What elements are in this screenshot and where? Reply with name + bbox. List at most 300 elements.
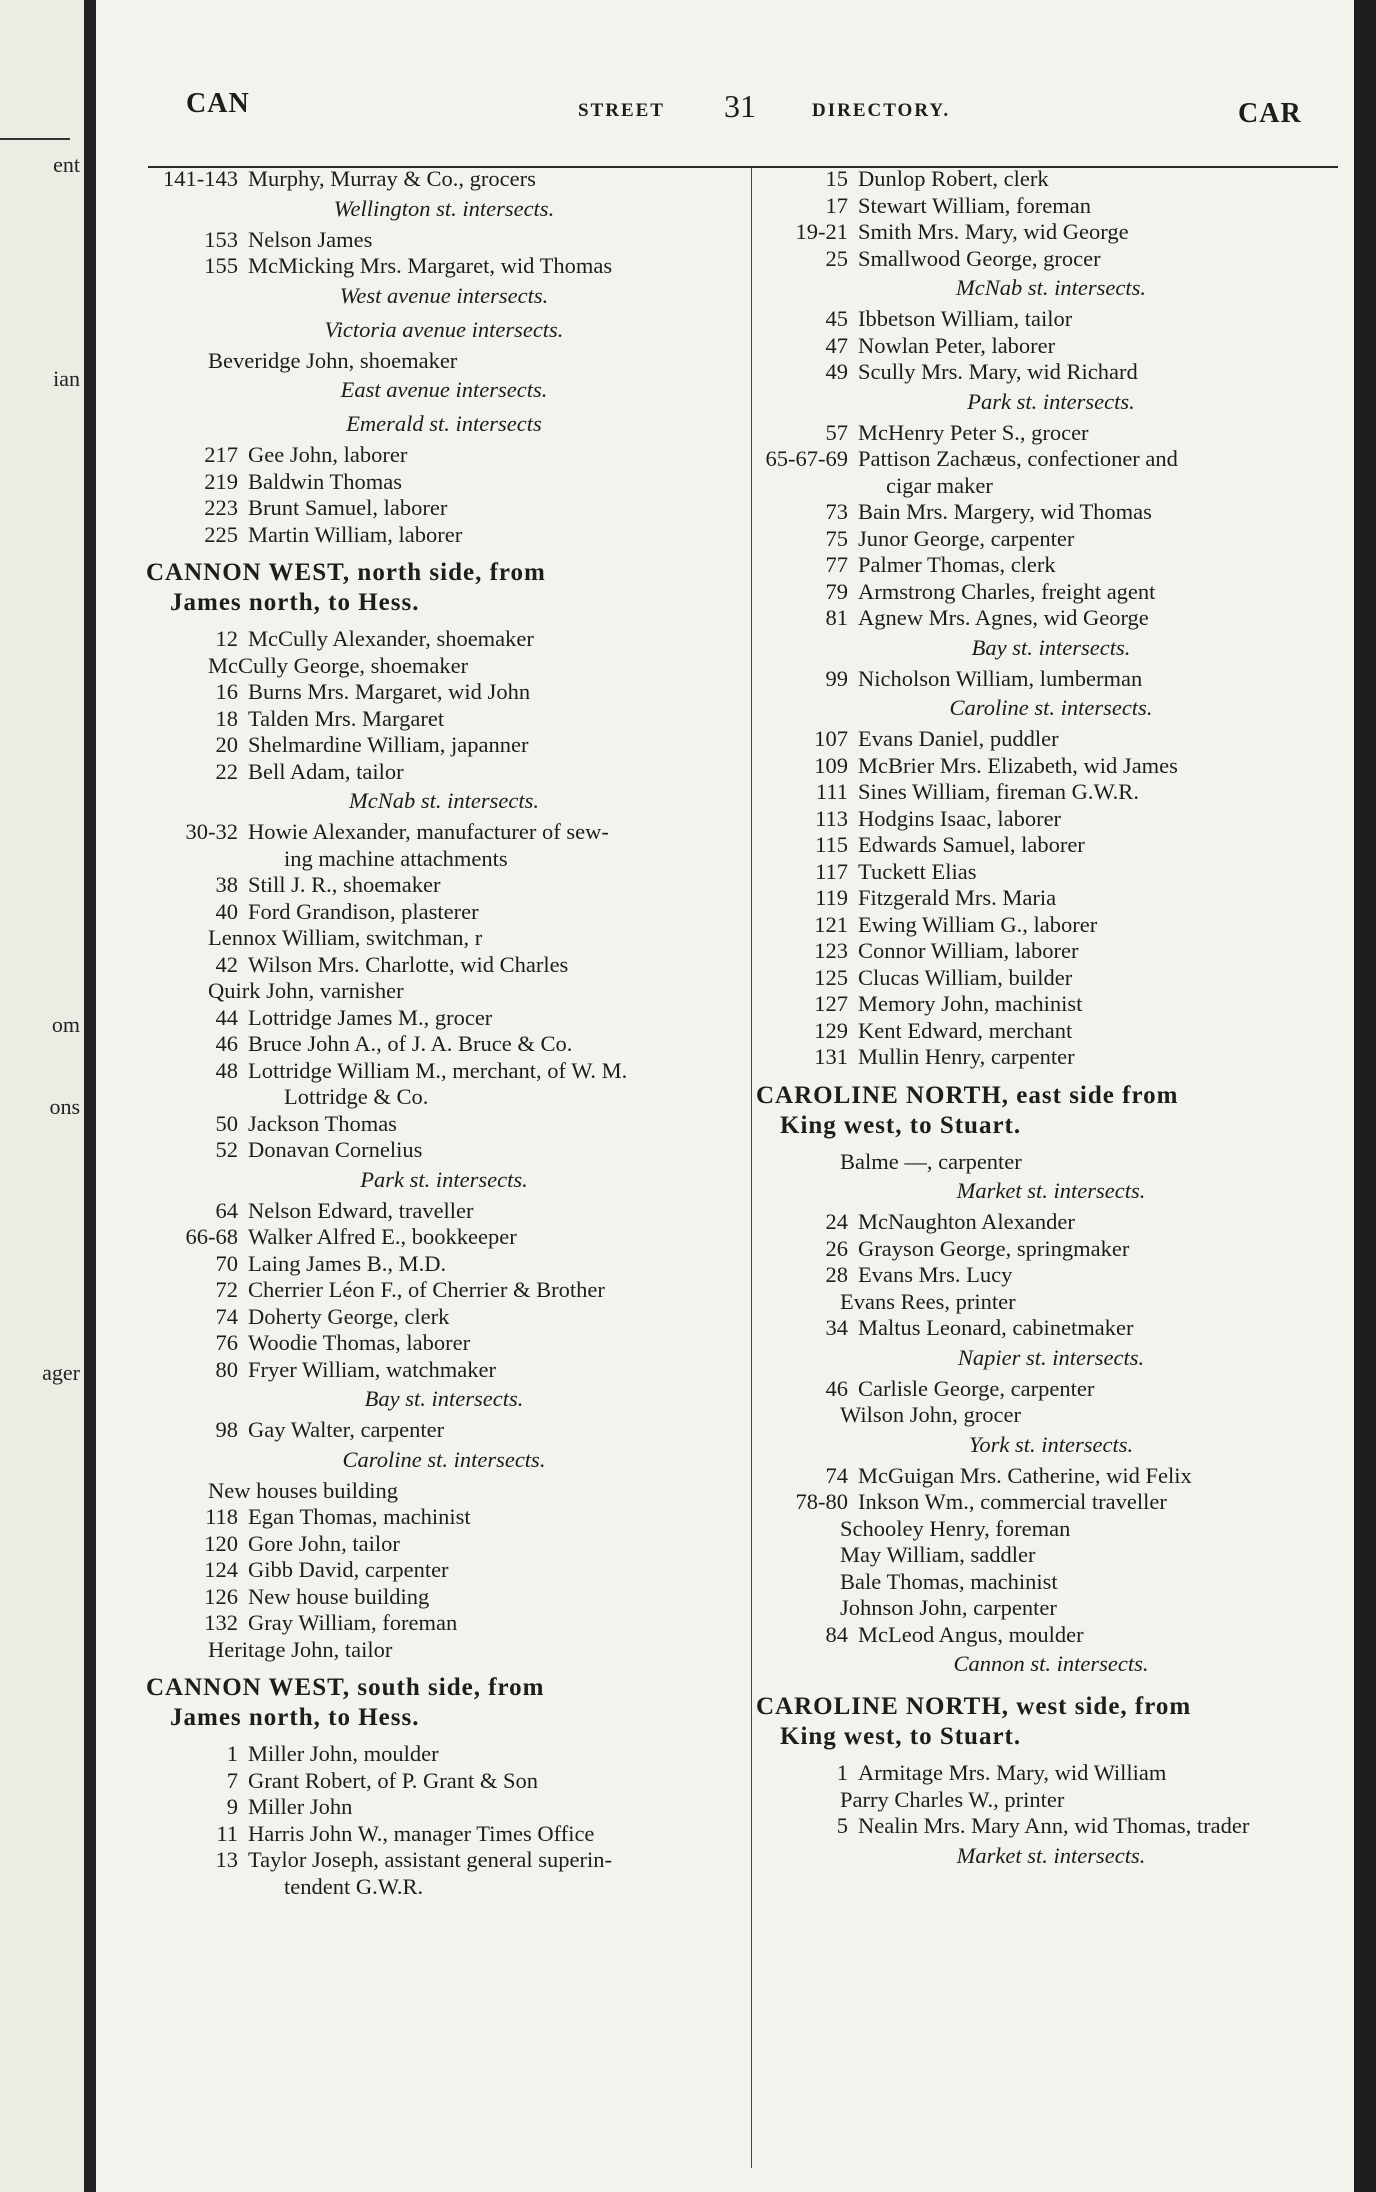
resident-text: ing machine attachments [284, 845, 508, 871]
directory-entry [756, 726, 1346, 753]
resident-text: Baldwin Thomas [248, 468, 402, 494]
house-number: 48 [215, 1057, 238, 1083]
house-number: 28 [825, 1262, 848, 1287]
resident-text: Lennox William, switchman, r [208, 925, 483, 950]
house-number: 44 [215, 1004, 238, 1030]
resident-text: Gay Walter, carpenter [248, 1417, 445, 1442]
previous-page-fragment: ent [53, 152, 80, 177]
house-number: 111 [815, 779, 848, 804]
resident-text: Martin William, laborer [248, 521, 463, 547]
directory-entry [146, 952, 742, 979]
resident-text: Balme —, carpenter [840, 1148, 1022, 1174]
left-column [146, 166, 742, 1900]
house-number: 153 [204, 226, 238, 252]
resident-text: Talden Mrs. Margaret [248, 705, 445, 731]
resident-text: McMicking Mrs. Margaret, wid Thomas [248, 253, 613, 278]
directory-entry [756, 1402, 1346, 1429]
house-number: 46 [215, 1031, 238, 1056]
resident-text: Kent Edward, merchant [858, 1017, 1073, 1043]
resident-text: Donavan Cornelius [248, 1137, 423, 1162]
house-number: 47 [825, 332, 848, 358]
header-directory-label: DIRECTORY. [812, 100, 951, 121]
right-column [756, 166, 1346, 1874]
house-number: 131 [814, 1044, 848, 1069]
house-number: 13 [215, 1847, 238, 1872]
street-heading-line: CANNON WEST, north side, from [146, 559, 546, 586]
directory-entry [756, 193, 1346, 220]
resident-text: Nelson Edward, traveller [248, 1197, 474, 1223]
previous-page-fragment: ager [42, 1360, 80, 1385]
directory-entry [756, 306, 1346, 333]
entry-continuation [146, 846, 742, 873]
directory-entry [146, 679, 742, 706]
entry-continuation [146, 1874, 742, 1901]
directory-entry [756, 1813, 1346, 1840]
resident-text: Bell Adam, tailor [248, 758, 404, 784]
cross-street-note: Bay st. intersects. [364, 1386, 524, 1411]
resident-text: Inkson Wm., commercial traveller [858, 1489, 1167, 1514]
directory-entry [146, 1847, 742, 1874]
directory-entry [756, 753, 1346, 780]
cross-street-note: West avenue intersects. [339, 282, 549, 308]
house-number: 127 [814, 991, 848, 1016]
directory-entry [146, 1304, 742, 1331]
page-edge [1354, 0, 1376, 2192]
house-number: 125 [814, 964, 848, 990]
directory-entry [756, 605, 1346, 632]
house-number: 38 [215, 872, 238, 897]
directory-entry [756, 1542, 1346, 1569]
house-number: 155 [204, 253, 238, 278]
resident-text: cigar maker [886, 472, 993, 498]
directory-entry [756, 446, 1346, 473]
resident-text: Bruce John A., of J. A. Bruce & Co. [248, 1031, 573, 1056]
resident-text: Still J. R., shoemaker [248, 872, 441, 897]
resident-text: Armitage Mrs. Mary, wid William [858, 1760, 1167, 1785]
house-number: 11 [216, 1820, 238, 1846]
directory-entry [146, 469, 742, 496]
resident-text: Evans Mrs. Lucy [858, 1262, 1013, 1287]
street-heading [756, 1682, 1346, 1760]
directory-entry [146, 1478, 742, 1505]
street-heading-line: CAROLINE NORTH, west side, from [756, 1693, 1192, 1720]
house-number: 121 [814, 911, 848, 937]
resident-text: Carlisle George, carpenter [858, 1375, 1095, 1401]
street-heading-line: James north, to Hess. [170, 589, 420, 616]
previous-page-fragment: om [51, 1012, 80, 1037]
directory-entry [146, 1637, 742, 1664]
street-heading-line: CANNON WEST, south side, from [146, 1674, 545, 1701]
house-number: 80 [215, 1356, 238, 1382]
house-number: 18 [215, 705, 238, 731]
resident-text: Brunt Samuel, laborer [248, 495, 448, 520]
cross-street-note: Caroline st. intersects. [949, 695, 1153, 720]
directory-entry [756, 552, 1346, 579]
directory-entry [146, 253, 742, 280]
resident-text: Connor William, laborer [858, 938, 1079, 963]
previous-page-rule [0, 138, 70, 140]
cross-street-note: Park st. intersects. [967, 388, 1135, 414]
directory-entry [146, 1794, 742, 1821]
house-number: 66-68 [185, 1224, 238, 1249]
house-number: 24 [825, 1209, 848, 1234]
resident-text: Gore John, tailor [248, 1530, 400, 1556]
directory-entry [756, 1315, 1346, 1342]
house-number: 1 [836, 1760, 848, 1785]
street-heading [146, 1663, 742, 1741]
directory-entry [146, 1224, 742, 1251]
cross-street-note: Wellington st. intersects. [333, 195, 555, 221]
resident-text: McLeod Angus, moulder [858, 1621, 1084, 1647]
resident-text: Nowlan Peter, laborer [858, 332, 1056, 358]
house-number: 16 [215, 679, 238, 704]
house-number: 9 [226, 1794, 238, 1819]
house-number: 141-143 [163, 166, 238, 191]
directory-entry [756, 1516, 1346, 1543]
resident-text: Beveridge John, shoemaker [208, 347, 458, 373]
resident-text: Ewing William G., laborer [858, 911, 1098, 937]
house-number: 52 [215, 1137, 238, 1162]
directory-entry [756, 166, 1346, 193]
resident-text: McCully Alexander, shoemaker [248, 626, 534, 651]
house-number: 49 [825, 359, 848, 384]
house-number: 26 [825, 1235, 848, 1261]
directory-entry [756, 420, 1346, 447]
house-number: 25 [825, 245, 848, 271]
house-number: 124 [204, 1557, 238, 1582]
resident-text: Evans Rees, printer [840, 1288, 1016, 1314]
resident-text: Gibb David, carpenter [248, 1557, 449, 1582]
house-number: 217 [204, 442, 238, 467]
house-number: 40 [215, 898, 238, 924]
directory-entry [146, 348, 742, 375]
resident-text: McHenry Peter S., grocer [858, 419, 1089, 445]
house-number: 81 [825, 605, 848, 630]
directory-entry [146, 442, 742, 469]
resident-text: Wilson John, grocer [840, 1402, 1021, 1427]
previous-page-edge [0, 0, 84, 2192]
directory-entry [146, 1031, 742, 1058]
house-number: 22 [215, 758, 238, 784]
resident-text: Heritage John, tailor [208, 1636, 393, 1662]
resident-text: Cherrier Léon F., of Cherrier & Brother [248, 1277, 605, 1302]
resident-text: McBrier Mrs. Elizabeth, wid James [858, 752, 1178, 778]
directory-entry [756, 832, 1346, 859]
resident-text: Quirk John, varnisher [208, 978, 404, 1003]
resident-text: Jackson Thomas [248, 1110, 397, 1136]
directory-entry [756, 1376, 1346, 1403]
house-number: 70 [215, 1250, 238, 1276]
directory-entry [146, 1417, 742, 1444]
house-number: 34 [825, 1315, 848, 1340]
street-heading-line: King west, to Stuart. [780, 1723, 1022, 1750]
resident-text: Howie Alexander, manufacturer of sew- [248, 819, 609, 844]
house-number: 12 [215, 626, 238, 651]
resident-text: Harris John W., manager Times Office [248, 1820, 595, 1846]
house-number: 46 [825, 1375, 848, 1401]
cross-street-note: Emerald st. intersects [346, 411, 542, 436]
resident-text: Grant Robert, of P. Grant & Son [248, 1767, 538, 1793]
house-number: 5 [836, 1813, 848, 1838]
house-number: 120 [204, 1530, 238, 1556]
entry-continuation [146, 1084, 742, 1111]
resident-text: tendent G.W.R. [284, 1873, 424, 1899]
directory-entry [146, 1610, 742, 1637]
house-number: 219 [204, 468, 238, 494]
resident-text: Murphy, Murray & Co., grocers [248, 166, 536, 191]
directory-entry [146, 1768, 742, 1795]
resident-text: Clucas William, builder [858, 964, 1073, 990]
resident-text: Gray William, foreman [248, 1610, 458, 1635]
running-header [96, 82, 1354, 132]
resident-text: McCully George, shoemaker [208, 652, 469, 678]
directory-entry [146, 1111, 742, 1138]
house-number: 117 [815, 858, 848, 884]
house-number: 113 [815, 805, 848, 831]
directory-entry [756, 885, 1346, 912]
cross-street-note: Napier st. intersects. [957, 1344, 1145, 1370]
resident-text: Egan Thomas, machinist [248, 1504, 471, 1529]
resident-text: Schooley Henry, foreman [840, 1515, 1071, 1541]
resident-text: May William, saddler [840, 1542, 1036, 1567]
resident-text: Woodie Thomas, laborer [248, 1330, 471, 1355]
directory-entry [146, 495, 742, 522]
street-heading [146, 548, 742, 626]
directory-entry [756, 499, 1346, 526]
directory-entry [146, 759, 742, 786]
resident-text: Miller John, moulder [248, 1741, 439, 1766]
house-number: 45 [825, 306, 848, 331]
directory-page [96, 0, 1354, 2192]
resident-text: Doherty George, clerk [248, 1303, 450, 1329]
resident-text: Memory John, machinist [858, 991, 1083, 1016]
house-number: 223 [204, 495, 238, 520]
resident-text: Laing James B., M.D. [248, 1250, 447, 1276]
house-number: 77 [825, 552, 848, 577]
cross-street-note: Bay st. intersects. [971, 634, 1131, 660]
directory-entry [146, 1821, 742, 1848]
directory-entry [146, 1531, 742, 1558]
directory-entry [146, 1005, 742, 1032]
cross-street-note: Cannon st. intersects. [953, 1651, 1149, 1676]
cross-street-note: McNab st. intersects. [956, 275, 1146, 300]
directory-entry [146, 1741, 742, 1768]
directory-entry [756, 1595, 1346, 1622]
directory-entry [146, 1137, 742, 1164]
house-number: 1 [226, 1741, 238, 1766]
house-number: 73 [825, 499, 848, 524]
resident-text: Miller John [248, 1794, 353, 1819]
directory-entry [146, 872, 742, 899]
column-divider [751, 168, 752, 2168]
resident-text: Evans Daniel, puddler [858, 726, 1059, 751]
directory-entry [756, 666, 1346, 693]
resident-text: Parry Charles W., printer [840, 1786, 1065, 1812]
directory-entry [756, 1622, 1346, 1649]
resident-text: Armstrong Charles, freight agent [858, 578, 1156, 604]
directory-entry [146, 1330, 742, 1357]
resident-text: Smith Mrs. Mary, wid George [858, 219, 1129, 244]
directory-entry [146, 706, 742, 733]
directory-entry [146, 732, 742, 759]
directory-entry [756, 219, 1346, 246]
cross-street-note: Park st. intersects. [360, 1166, 528, 1192]
resident-text: Bain Mrs. Margery, wid Thomas [858, 499, 1152, 524]
resident-text: Grayson George, springmaker [858, 1235, 1130, 1261]
directory-entry [146, 1557, 742, 1584]
resident-text: New houses building [208, 1477, 398, 1503]
cross-street-note: East avenue intersects. [340, 377, 548, 402]
house-number: 74 [215, 1303, 238, 1329]
street-heading-line: CAROLINE NORTH, east side from [756, 1081, 1179, 1109]
resident-text: Edwards Samuel, laborer [858, 832, 1085, 857]
directory-entry [146, 899, 742, 926]
house-number: 129 [814, 1017, 848, 1043]
resident-text: Walker Alfred E., bookkeeper [248, 1224, 517, 1249]
resident-text: Lottridge William M., merchant, of W. M. [248, 1057, 628, 1083]
cross-street-note: Caroline st. intersects. [342, 1446, 546, 1472]
directory-entry [146, 1277, 742, 1304]
house-number: 76 [215, 1330, 238, 1355]
resident-text: Agnew Mrs. Agnes, wid George [858, 605, 1149, 630]
directory-entry [756, 1044, 1346, 1071]
house-number: 107 [814, 726, 848, 751]
resident-text: Nelson James [248, 226, 373, 252]
page-number: 31 [724, 88, 756, 124]
house-number: 64 [215, 1197, 238, 1223]
cross-street-note: Victoria avenue intersects. [324, 316, 564, 342]
directory-entry [146, 1198, 742, 1225]
house-number: 123 [814, 938, 848, 963]
book-gutter [84, 0, 96, 2192]
resident-text: Shelmardine William, japanner [248, 732, 529, 757]
directory-entry [146, 1251, 742, 1278]
header-left-guide: CAN [186, 88, 250, 119]
directory-entry [756, 1209, 1346, 1236]
house-number: 79 [825, 578, 848, 604]
house-number: 98 [215, 1417, 238, 1442]
house-number: 132 [204, 1610, 238, 1635]
directory-entry [756, 526, 1346, 553]
directory-entry [146, 1357, 742, 1384]
directory-entry [756, 359, 1346, 386]
directory-entry [756, 912, 1346, 939]
house-number: 42 [215, 951, 238, 977]
directory-entry [756, 1787, 1346, 1814]
entry-continuation [756, 473, 1346, 500]
directory-entry [756, 779, 1346, 806]
house-number: 84 [825, 1621, 848, 1647]
resident-text: McNaughton Alexander [858, 1209, 1075, 1234]
header-right-guide: CAR [1238, 98, 1302, 129]
house-number: 118 [205, 1504, 238, 1529]
resident-text: Smallwood George, grocer [858, 245, 1101, 271]
cross-street-note: McNab st. intersects. [349, 788, 539, 813]
house-number: 15 [825, 166, 848, 191]
resident-text: Ibbetson William, tailor [858, 306, 1073, 331]
house-number: 30-32 [185, 819, 238, 844]
house-number: 72 [215, 1277, 238, 1302]
resident-text: McGuigan Mrs. Catherine, wid Felix [858, 1462, 1192, 1488]
resident-text: Hodgins Isaac, laborer [858, 805, 1062, 831]
street-heading-line: James north, to Hess. [170, 1704, 420, 1731]
resident-text: Fryer William, watchmaker [248, 1356, 496, 1382]
directory-entry [146, 522, 742, 549]
resident-text: Lottridge James M., grocer [248, 1004, 493, 1030]
house-number: 57 [825, 419, 848, 445]
resident-text: Dunlop Robert, clerk [858, 166, 1049, 191]
directory-entry [146, 626, 742, 653]
directory-entry [756, 1289, 1346, 1316]
directory-entry [756, 246, 1346, 273]
house-number: 7 [226, 1767, 238, 1793]
directory-entry [756, 1149, 1346, 1176]
resident-text: Nicholson William, lumberman [858, 665, 1143, 691]
resident-text: New house building [248, 1583, 430, 1609]
resident-text: Stewart William, foreman [858, 192, 1091, 218]
directory-entry [146, 1504, 742, 1531]
resident-text: Wilson Mrs. Charlotte, wid Charles [248, 951, 569, 977]
house-number: 74 [825, 1462, 848, 1488]
house-number: 17 [825, 192, 848, 218]
resident-text: Palmer Thomas, clerk [858, 552, 1056, 577]
directory-entry [146, 166, 742, 193]
house-number: 78-80 [795, 1489, 848, 1514]
cross-street-note: Market st. intersects. [956, 1178, 1146, 1203]
resident-text: Pattison Zachæus, confectioner and [858, 446, 1178, 471]
directory-entry [756, 1760, 1346, 1787]
directory-entry [146, 1584, 742, 1611]
house-number: 126 [204, 1583, 238, 1609]
directory-entry [146, 978, 742, 1005]
directory-entry [146, 925, 742, 952]
directory-entry [756, 938, 1346, 965]
directory-entry [146, 227, 742, 254]
cross-street-note: York st. intersects. [968, 1431, 1134, 1457]
directory-entry [756, 1262, 1346, 1289]
cross-street-note: Market st. intersects. [956, 1842, 1146, 1868]
directory-entry [756, 1018, 1346, 1045]
street-heading-line: King west, to Stuart. [780, 1111, 1022, 1139]
directory-entry [146, 653, 742, 680]
directory-entry [756, 991, 1346, 1018]
house-number: 225 [204, 521, 238, 547]
resident-text: Taylor Joseph, assistant general superin- [248, 1847, 612, 1872]
resident-text: Gee John, laborer [248, 442, 408, 467]
resident-text: Scully Mrs. Mary, wid Richard [858, 359, 1138, 384]
house-number: 19-21 [795, 219, 848, 244]
directory-entry [756, 1569, 1346, 1596]
directory-entry [146, 819, 742, 846]
resident-text: Burns Mrs. Margaret, wid John [248, 679, 531, 704]
resident-text: Junor George, carpenter [858, 525, 1075, 551]
directory-entry [756, 579, 1346, 606]
resident-text: Tuckett Elias [858, 858, 977, 884]
directory-entry [756, 333, 1346, 360]
directory-entry [756, 965, 1346, 992]
house-number: 99 [825, 665, 848, 691]
house-number: 109 [814, 752, 848, 778]
previous-page-fragment: ons [49, 1094, 80, 1119]
header-street-label: STREET [578, 100, 665, 121]
directory-entry [756, 806, 1346, 833]
house-number: 115 [815, 832, 848, 857]
resident-text: Lottridge & Co. [284, 1084, 429, 1109]
house-number: 75 [825, 525, 848, 551]
resident-text: Ford Grandison, plasterer [248, 898, 479, 924]
resident-text: Johnson John, carpenter [840, 1595, 1057, 1620]
house-number: 50 [215, 1110, 238, 1136]
